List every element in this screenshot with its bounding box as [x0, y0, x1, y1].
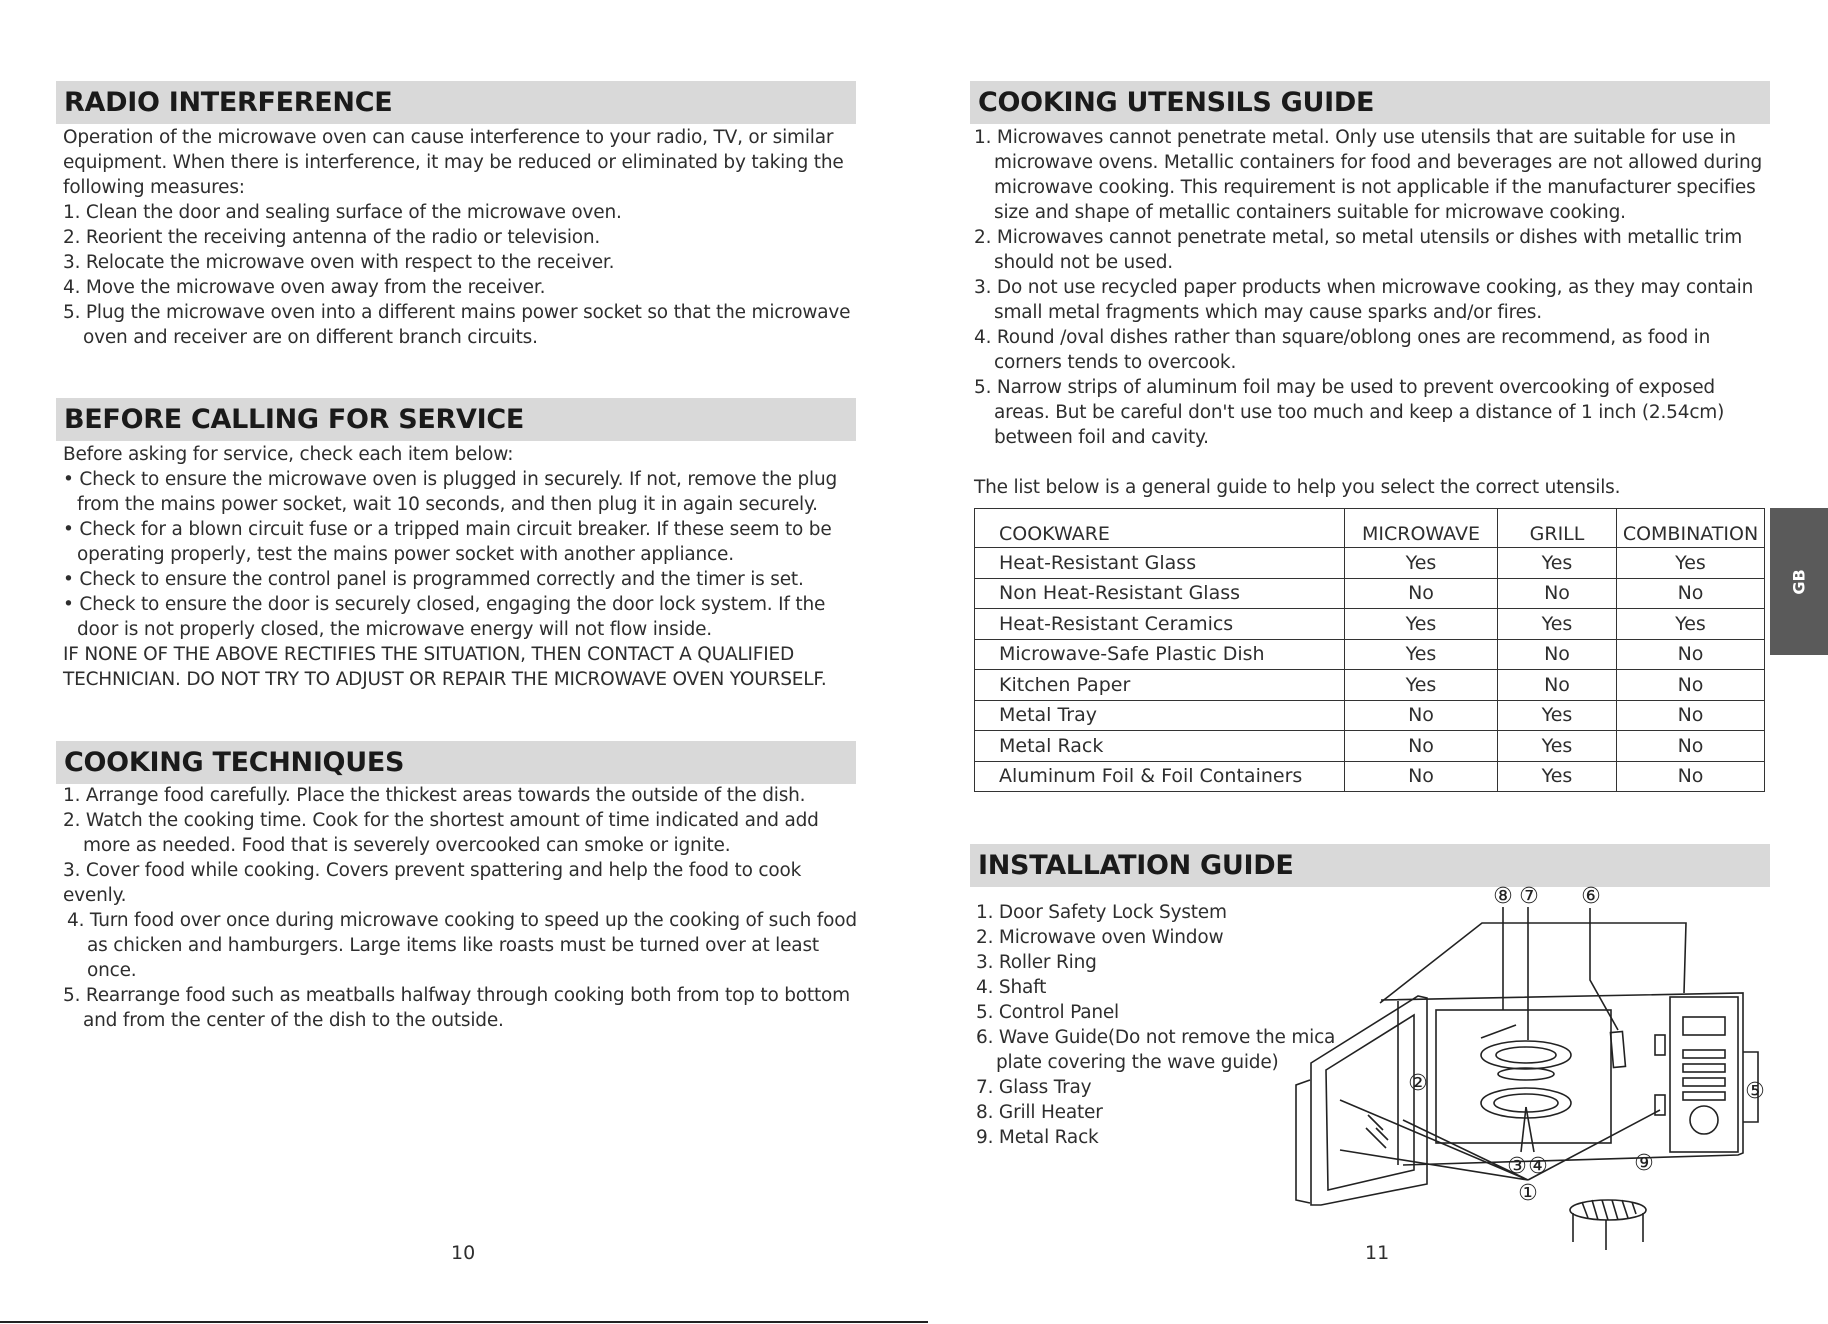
header-combination: COMBINATION — [1617, 509, 1765, 548]
radio-intro: Operation of the microwave oven can cause interference to your radio, TV, or similar equipment. When there is interference, it may be reduced or eliminated by taking the following measures: — [63, 127, 844, 198]
door-window — [1326, 1015, 1414, 1190]
service-warning-line-1: IF NONE OF THE ABOVE RECTIFIES THE SITUATION, THEN CONTACT A QUALIFIED — [63, 644, 795, 665]
page-number-right: 11 — [1365, 1242, 1390, 1264]
callout-6: ⑥ — [1581, 884, 1601, 909]
part-item-6: 6. Wave Guide(Do not remove the mica — [976, 1027, 1336, 1048]
service-bullet-4: • Check to ensure the door is securely closed, engaging the door lock system. If the door is not properly closed, the microwave energy will not flow inside. — [63, 594, 826, 640]
techniques-body — [63, 783, 863, 1033]
table-row — [975, 700, 1765, 731]
page-bottom-rule — [0, 1321, 928, 1323]
table-cell: Yes — [1498, 700, 1617, 731]
table-cell: Yes — [1617, 548, 1765, 579]
service-intro: Before asking for service, check each item below: — [63, 444, 514, 465]
section-title-installation-guide: INSTALLATION GUIDE — [970, 844, 1770, 887]
callout-9: ⑨ — [1634, 1151, 1654, 1176]
table-row — [975, 609, 1765, 640]
section-title-utensils-guide: COOKING UTENSILS GUIDE — [970, 81, 1770, 124]
table-header-row — [975, 509, 1765, 548]
rack-grid — [1582, 1200, 1636, 1220]
technique-item-2: 2. Watch the cooking time. Cook for the shortest amount of time indicated and add more as needed. Food that is severely overcooked can smoke or ignite. — [63, 810, 819, 856]
table-row — [975, 670, 1765, 701]
part-item-8: 8. Grill Heater — [976, 1102, 1103, 1123]
callout-3: ③ — [1507, 1154, 1527, 1179]
part-item-9: 9. Metal Rack — [976, 1127, 1099, 1148]
table-cell: Yes — [1345, 548, 1498, 579]
part-item-3: 3. Roller Ring — [976, 952, 1097, 973]
radio-item-2: 2. Reorient the receiving antenna of the radio or television. — [63, 227, 601, 248]
utensil-item-3: 3. Do not use recycled paper products when microwave cooking, as they may contain small metal fragments which may cause sparks and/or fires. — [974, 277, 1754, 323]
table-cell: Yes — [1498, 548, 1617, 579]
utensil-item-5: 5. Narrow strips of aluminum foil may be used to prevent overcooking of exposed areas. But be careful don't use too much and keep a distance of 1 inch (2.54cm) between foil and cavity. — [974, 377, 1725, 448]
callout-7: ⑦ — [1519, 884, 1539, 909]
grill-heater — [1481, 1025, 1516, 1038]
table-cell: No — [1617, 761, 1765, 792]
radio-interference-body — [63, 125, 853, 350]
callout-8: ⑧ — [1493, 884, 1513, 909]
utensil-item-4: 4. Round /oval dishes rather than square/oblong ones are recommend, as food in corners tends to overcook. — [974, 327, 1711, 373]
part-item-1: 1. Door Safety Lock System — [976, 902, 1227, 923]
table-row — [975, 731, 1765, 762]
cookware-table — [974, 508, 1765, 792]
wave-guide — [1610, 1032, 1625, 1068]
table-cell: No — [1498, 670, 1617, 701]
table-cell: No — [1345, 578, 1498, 609]
control-panel — [1670, 997, 1738, 1152]
table-cell: No — [1617, 639, 1765, 670]
table-cell: No — [1617, 670, 1765, 701]
table-cell: Kitchen Paper — [975, 670, 1345, 701]
service-warning-line-2: TECHNICIAN. DO NOT TRY TO ADJUST OR REPAIR THE MICROWAVE OVEN YOURSELF. — [63, 669, 827, 690]
control-button — [1683, 1092, 1725, 1100]
part-item-6-continued: plate covering the wave guide) — [996, 1052, 1279, 1073]
table-row — [975, 761, 1765, 792]
technique-item-5: 5. Rearrange food such as meatballs halfway through cooking both from top to bottom and from the center of the dish to the outside. — [63, 985, 850, 1031]
utensils-list-intro: The list below is a general guide to help you select the correct utensils. — [974, 477, 1621, 498]
technique-item-4: 4. Turn food over once during microwave cooking to speed up the cooking of such food as chicken and hamburgers. Large items like roasts must be turned over at least once. — [67, 910, 857, 981]
header-grill: GRILL — [1498, 509, 1617, 548]
table-cell: No — [1345, 761, 1498, 792]
control-display — [1683, 1017, 1725, 1035]
table-cell: No — [1617, 700, 1765, 731]
table-cell: Aluminum Foil & Foil Containers — [975, 761, 1345, 792]
table-cell: Heat-Resistant Ceramics — [975, 609, 1345, 640]
leader-line — [1590, 908, 1618, 1030]
radio-item-1: 1. Clean the door and sealing surface of the microwave oven. — [63, 202, 622, 223]
part-item-5: 5. Control Panel — [976, 1002, 1119, 1023]
control-dial — [1690, 1106, 1718, 1134]
control-button — [1683, 1064, 1725, 1072]
table-cell: No — [1498, 639, 1617, 670]
utensils-body — [974, 125, 1764, 500]
table-cell: Non Heat-Resistant Glass — [975, 578, 1345, 609]
oven-top-outline — [1380, 923, 1686, 1003]
service-bullet-2: • Check for a blown circuit fuse or a tripped main circuit breaker. If these seem to be operating properly, test the mains power socket with another appliance. — [63, 519, 832, 565]
leader-line — [1521, 1107, 1526, 1152]
door-handle — [1296, 1080, 1310, 1203]
header-cookware: COOKWARE — [975, 509, 1345, 548]
service-bullet-3: • Check to ensure the control panel is programmed correctly and the timer is set. — [63, 569, 804, 590]
callout-5: ⑤ — [1745, 1079, 1765, 1104]
radio-item-3: 3. Relocate the microwave oven with respect to the receiver. — [63, 252, 615, 273]
glass-tray — [1481, 1041, 1571, 1069]
table-cell: Yes — [1498, 731, 1617, 762]
microwave-oven-diagram — [1288, 880, 1768, 1260]
header-microwave: MICROWAVE — [1345, 509, 1498, 548]
control-button — [1683, 1078, 1725, 1086]
table-cell: No — [1617, 731, 1765, 762]
table-cell: Metal Rack — [975, 731, 1345, 762]
glass-tray-inner — [1496, 1047, 1556, 1063]
language-tab-label: GB — [1789, 568, 1809, 595]
callout-2: ② — [1408, 1071, 1428, 1096]
section-title-radio-interference: RADIO INTERFERENCE — [56, 81, 856, 124]
control-button — [1683, 1050, 1725, 1058]
table-cell: Microwave-Safe Plastic Dish — [975, 639, 1345, 670]
leader-line — [1526, 1107, 1534, 1152]
part-item-4: 4. Shaft — [976, 977, 1047, 998]
callout-1: ① — [1518, 1181, 1538, 1206]
table-row — [975, 548, 1765, 579]
table-cell: Yes — [1345, 639, 1498, 670]
section-title-before-calling: BEFORE CALLING FOR SERVICE — [56, 398, 856, 441]
roller-ring-disc — [1498, 1068, 1554, 1080]
part-item-7: 7. Glass Tray — [976, 1077, 1092, 1098]
table-cell: No — [1345, 700, 1498, 731]
table-cell: Yes — [1345, 670, 1498, 701]
service-bullet-1: • Check to ensure the microwave oven is plugged in securely. If not, remove the plug from the mains power socket, wait 10 seconds, and then plug it in again securely. — [63, 469, 838, 515]
door-glare — [1366, 1115, 1388, 1148]
language-tab-gb — [1770, 508, 1828, 655]
radio-item-5: 5. Plug the microwave oven into a different mains power socket so that the microwave oven and receiver are on different branch circuits. — [63, 302, 851, 348]
table-cell: Yes — [1345, 609, 1498, 640]
part-item-2: 2. Microwave oven Window — [976, 927, 1224, 948]
utensil-item-2: 2. Microwaves cannot penetrate metal, so metal utensils or dishes with metallic trim should not be used. — [974, 227, 1743, 273]
service-body — [63, 442, 863, 692]
table-cell: Heat-Resistant Glass — [975, 548, 1345, 579]
utensil-item-1: 1. Microwaves cannot penetrate metal. Only use utensils that are suitable for use in microwave ovens. Metallic containers for food and beverages are not allowed during microwave cooking. This requirement is not applicable if the manufacturer specifies size and shape of metallic containers suitable for microwave cooking. — [974, 127, 1763, 223]
table-row — [975, 578, 1765, 609]
table-cell: Yes — [1498, 761, 1617, 792]
radio-item-4: 4. Move the microwave oven away from the receiver. — [63, 277, 546, 298]
technique-item-1: 1. Arrange food carefully. Place the thickest areas towards the outside of the dish. — [63, 785, 806, 806]
table-cell: Yes — [1617, 609, 1765, 640]
latch-slot — [1655, 1035, 1665, 1055]
table-cell: Yes — [1498, 609, 1617, 640]
table-cell: No — [1617, 578, 1765, 609]
table-cell: Metal Tray — [975, 700, 1345, 731]
section-title-cooking-techniques: COOKING TECHNIQUES — [56, 741, 856, 784]
technique-item-3: 3. Cover food while cooking. Covers prevent spattering and help the food to cook evenly. — [63, 860, 802, 906]
table-cell: No — [1345, 731, 1498, 762]
page-number-left: 10 — [451, 1242, 476, 1264]
table-cell: No — [1498, 578, 1617, 609]
callout-4: ④ — [1528, 1154, 1548, 1179]
table-row — [975, 639, 1765, 670]
